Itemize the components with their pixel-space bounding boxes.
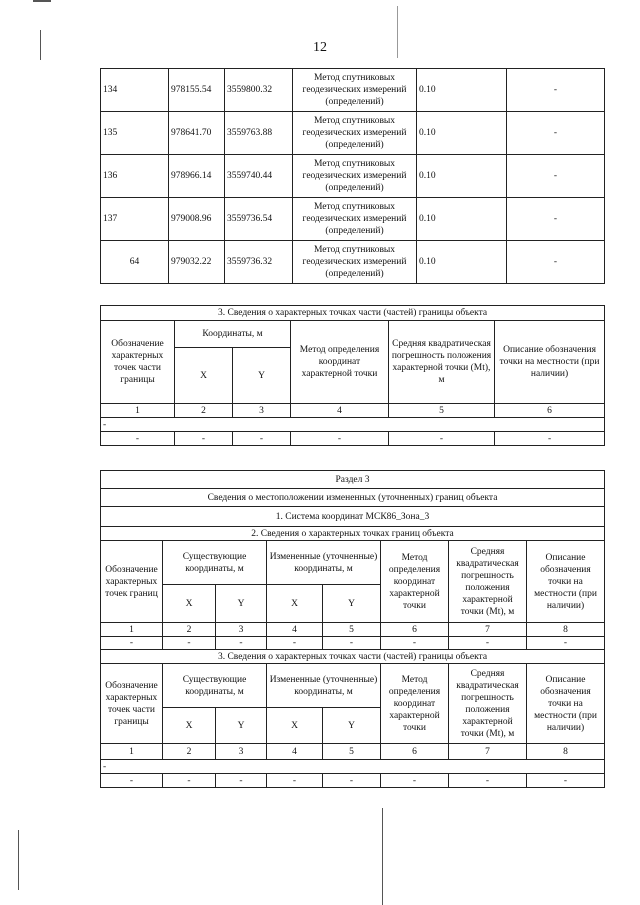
dash-cell: - xyxy=(381,774,449,788)
part-table-title: 3. Сведения о характерных точках части (частей) границы объекта xyxy=(101,306,605,321)
boundary-points-title: 2. Сведения о характерных точках границ объекта xyxy=(101,527,605,541)
dash-cell: - xyxy=(449,637,527,650)
coordinate-row xyxy=(101,155,605,198)
header-changed-coords: Измененные (уточненные) координаты, м xyxy=(267,664,381,708)
column-number: 7 xyxy=(449,744,527,760)
coordinate-row xyxy=(101,241,605,284)
header-designation: Обозначение характерных точек части границы xyxy=(101,664,163,744)
description-cell: - xyxy=(507,112,605,155)
header-designation: Обозначение характерных точек части границы xyxy=(101,321,175,404)
x-coordinate-cell: 978641.70 xyxy=(169,112,225,155)
blank-row: - xyxy=(101,418,605,432)
y-coordinate-cell: 3559800.32 xyxy=(225,69,293,112)
column-number: 3 xyxy=(233,404,291,418)
column-number: 5 xyxy=(323,744,381,760)
point-number-cell: 134 xyxy=(101,69,169,112)
point-number-cell: 136 xyxy=(101,155,169,198)
column-number: 8 xyxy=(527,623,605,637)
header-y: Y xyxy=(216,708,267,744)
header-description: Описание обозначения точки на местности (при наличии) xyxy=(527,664,605,744)
header-error: Средняя квадратическая погрешность положения характерной точки (Mt), м xyxy=(389,321,495,404)
blank-row: - xyxy=(101,760,605,774)
column-number: 6 xyxy=(381,744,449,760)
x-coordinate-cell: 979008.96 xyxy=(169,198,225,241)
dash-cell: - xyxy=(267,774,323,788)
error-cell: 0.10 xyxy=(417,112,507,155)
y-coordinate-cell: 3559740.44 xyxy=(225,155,293,198)
section-subheading: Сведения о местоположении измененных (уточненных) границ объекта xyxy=(101,489,605,507)
column-number: 4 xyxy=(291,404,389,418)
method-cell: Метод спутниковых геодезических измерений (определений) xyxy=(293,241,417,284)
header-error: Средняя квадратическая погрешность положения характерной точки (Mt), м xyxy=(449,541,527,623)
coordinate-row xyxy=(101,69,605,112)
column-number: 6 xyxy=(495,404,605,418)
column-number: 1 xyxy=(101,623,163,637)
method-cell: Метод спутниковых геодезических измерений (определений) xyxy=(293,155,417,198)
header-description: Описание обозначения точки на местности (при наличии) xyxy=(527,541,605,623)
dash-cell: - xyxy=(216,774,267,788)
coordinate-system: 1. Система координат МСК86_Зона_3 xyxy=(101,507,605,527)
header-x: X xyxy=(175,348,233,404)
column-numbers-row xyxy=(101,744,605,760)
header-y: Y xyxy=(216,585,267,623)
column-number: 4 xyxy=(267,744,323,760)
dash-cell: - xyxy=(101,432,175,446)
dash-cell: - xyxy=(389,432,495,446)
part-points-table xyxy=(100,305,605,446)
section3-table xyxy=(100,470,605,788)
point-number-cell: 64 xyxy=(101,241,169,284)
dash-cell: - xyxy=(101,774,163,788)
part-points-title: 3. Сведения о характерных точках части (частей) границы объекта xyxy=(101,650,605,664)
dash-cell: - xyxy=(163,637,216,650)
header-method: Метод определения координат характерной точки xyxy=(381,541,449,623)
column-number: 3 xyxy=(216,623,267,637)
scan-edge-top-left xyxy=(33,0,51,2)
column-number: 2 xyxy=(175,404,233,418)
header-error: Средняя квадратическая погрешность положения характерной точки (Mt), м xyxy=(449,664,527,744)
column-number: 7 xyxy=(449,623,527,637)
column-number: 3 xyxy=(216,744,267,760)
header-method: Метод определения координат характерной точки xyxy=(381,664,449,744)
description-cell: - xyxy=(507,155,605,198)
dash-cell: - xyxy=(323,637,381,650)
description-cell: - xyxy=(507,69,605,112)
y-coordinate-cell: 3559736.54 xyxy=(225,198,293,241)
coordinate-row xyxy=(101,198,605,241)
x-coordinate-cell: 979032.22 xyxy=(169,241,225,284)
error-cell: 0.10 xyxy=(417,241,507,284)
column-number: 6 xyxy=(381,623,449,637)
column-number: 2 xyxy=(163,623,216,637)
error-cell: 0.10 xyxy=(417,155,507,198)
header-coordinates: Координаты, м xyxy=(175,321,291,348)
dash-cell: - xyxy=(233,432,291,446)
description-cell: - xyxy=(507,241,605,284)
header-designation: Обозначение характерных точек границ xyxy=(101,541,163,623)
header-existing-coords: Существующие координаты, м xyxy=(163,664,267,708)
x-coordinate-cell: 978966.14 xyxy=(169,155,225,198)
section-heading: Раздел 3 xyxy=(101,471,605,489)
error-cell: 0.10 xyxy=(417,198,507,241)
scan-edge-left-lower xyxy=(18,830,19,890)
scan-fold-line xyxy=(382,808,383,905)
column-number: 4 xyxy=(267,623,323,637)
point-number-cell: 135 xyxy=(101,112,169,155)
method-cell: Метод спутниковых геодезических измерений (определений) xyxy=(293,198,417,241)
header-changed-coords: Измененные (уточненные) координаты, м xyxy=(267,541,381,585)
column-number: 1 xyxy=(101,744,163,760)
column-numbers-row xyxy=(101,623,605,637)
header-method: Метод определения координат характерной точки xyxy=(291,321,389,404)
dash-cell: - xyxy=(495,432,605,446)
column-number: 2 xyxy=(163,744,216,760)
column-number: 8 xyxy=(527,744,605,760)
dash-cell: - xyxy=(291,432,389,446)
x-coordinate-cell: 978155.54 xyxy=(169,69,225,112)
dash-cell: - xyxy=(175,432,233,446)
header-y: Y xyxy=(323,708,381,744)
dash-cell: - xyxy=(216,637,267,650)
header-x: X xyxy=(163,708,216,744)
dash-cell: - xyxy=(527,637,605,650)
page-number: 12 xyxy=(313,40,327,55)
point-number-cell: 137 xyxy=(101,198,169,241)
header-existing-coords: Существующие координаты, м xyxy=(163,541,267,585)
dash-cell: - xyxy=(323,774,381,788)
dash-row xyxy=(101,432,605,446)
header-x: X xyxy=(163,585,216,623)
dash-cell: - xyxy=(381,637,449,650)
coordinate-row xyxy=(101,112,605,155)
error-cell: 0.10 xyxy=(417,69,507,112)
y-coordinate-cell: 3559736.32 xyxy=(225,241,293,284)
y-coordinate-cell: 3559763.88 xyxy=(225,112,293,155)
dash-cell: - xyxy=(449,774,527,788)
header-y: Y xyxy=(233,348,291,404)
dash-row xyxy=(101,774,605,788)
dash-cell: - xyxy=(267,637,323,650)
coordinates-table xyxy=(100,68,605,284)
method-cell: Метод спутниковых геодезических измерений (определений) xyxy=(293,69,417,112)
dash-cell: - xyxy=(101,637,163,650)
column-number: 5 xyxy=(323,623,381,637)
method-cell: Метод спутниковых геодезических измерений (определений) xyxy=(293,112,417,155)
dash-cell: - xyxy=(527,774,605,788)
header-description: Описание обозначения точки на местности (при наличии) xyxy=(495,321,605,404)
column-number: 5 xyxy=(389,404,495,418)
dash-row xyxy=(101,637,605,650)
header-x: X xyxy=(267,708,323,744)
column-number: 1 xyxy=(101,404,175,418)
description-cell: - xyxy=(507,198,605,241)
header-x: X xyxy=(267,585,323,623)
header-y: Y xyxy=(323,585,381,623)
dash-cell: - xyxy=(163,774,216,788)
column-numbers-row xyxy=(101,404,605,418)
